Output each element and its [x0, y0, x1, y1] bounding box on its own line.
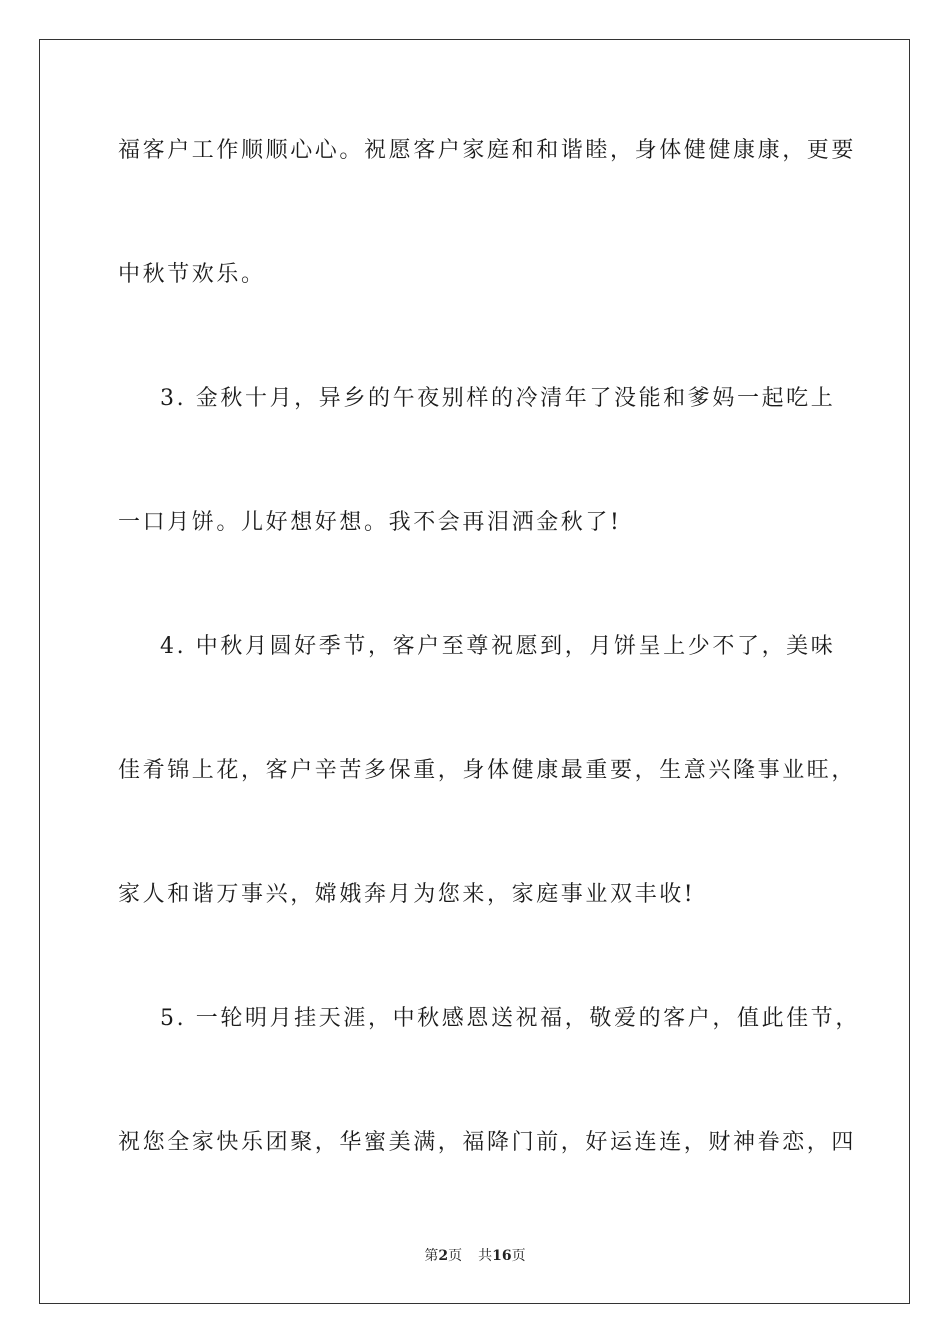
text-line-7: 家人和谐万事兴，嫦娥奔月为您来，家庭事业双丰收!: [118, 882, 696, 907]
page-footer: [0, 1247, 950, 1265]
page-border: [39, 39, 910, 1304]
footer-page-suffix: 页: [448, 1248, 463, 1264]
text-line-1: 福客户工作顺顺心心。祝愿客户家庭和和谐睦，身体健健康康，更要: [118, 138, 857, 163]
text-line-3: 3. 金秋十月，异乡的午夜别样的冷清年了没能和爹妈一起吃上: [160, 386, 836, 411]
text-line-4: 一口月饼。儿好想好想。我不会再泪洒金秋了!: [118, 510, 622, 535]
text-line-8: 5. 一轮明月挂天涯，中秋感恩送祝福，敬爱的客户，值此佳节，: [160, 1006, 860, 1031]
footer-total-prefix: 共: [478, 1248, 493, 1264]
footer-page-prefix: 第: [424, 1248, 439, 1264]
footer-total-suffix: 页: [511, 1248, 526, 1264]
footer-page-number: 2: [438, 1248, 449, 1264]
footer-total-number: 16: [492, 1248, 512, 1264]
text-line-2: 中秋节欢乐。: [118, 262, 266, 287]
text-line-5: 4. 中秋月圆好季节，客户至尊祝愿到，月饼呈上少不了，美味: [160, 634, 836, 659]
text-line-6: 佳肴锦上花，客户辛苦多保重，身体健康最重要，生意兴隆事业旺，: [118, 758, 857, 783]
text-line-9: 祝您全家快乐团聚，华蜜美满，福降门前，好运连连，财神眷恋，四: [118, 1130, 857, 1155]
